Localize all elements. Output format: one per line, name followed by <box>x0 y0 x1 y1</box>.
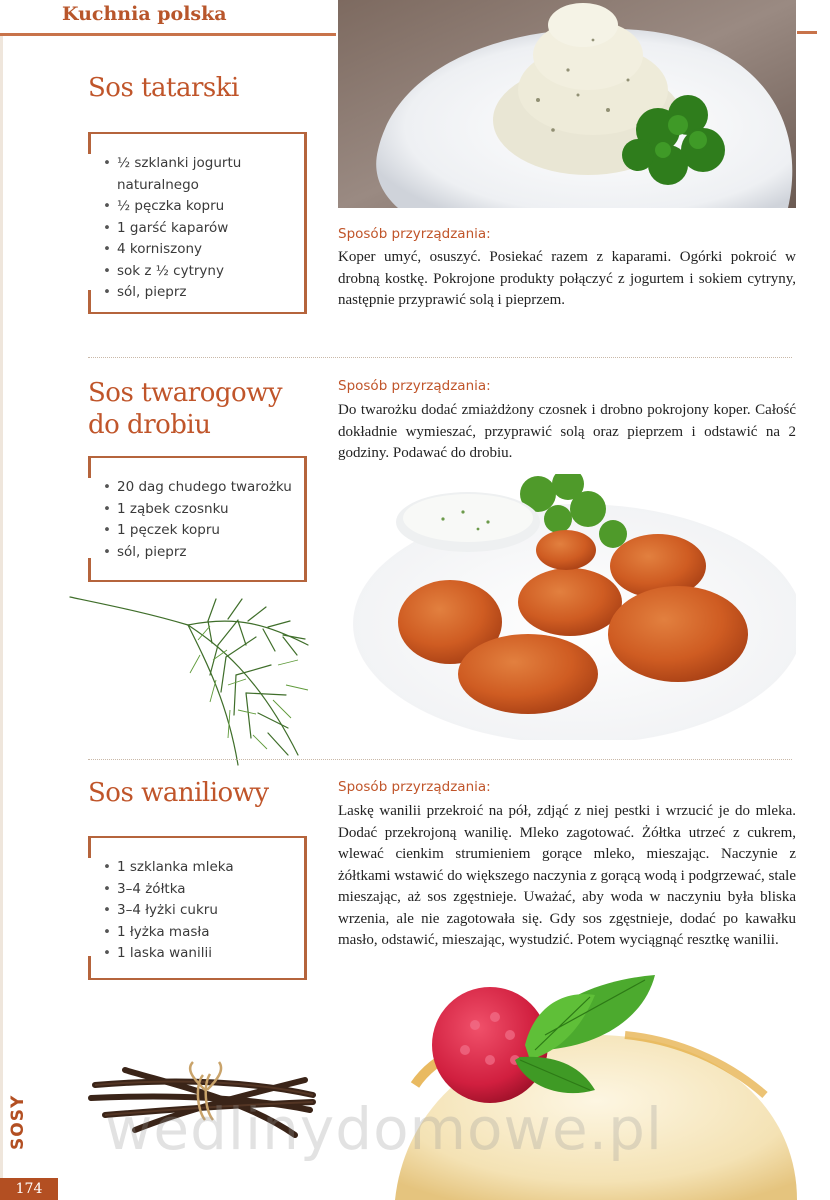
dill-illustration <box>68 585 316 775</box>
recipe-title-vanilla: Sos waniliowy <box>88 778 269 808</box>
list-item: • 1 garść kaparów <box>103 218 278 240</box>
chicken-photo <box>338 474 796 740</box>
watermark: wedlinydomowe.pl <box>105 1095 664 1163</box>
box-tick <box>88 132 91 154</box>
ingredients-list-tartar <box>103 153 278 304</box>
section-divider <box>88 357 792 358</box>
header-rule-right <box>797 31 817 34</box>
list-item: • 1 pęczek kopru <box>103 520 298 542</box>
list-item: • 20 dag chudego twarożku <box>103 477 298 499</box>
box-tick <box>88 290 91 312</box>
recipe-title-tartar: Sos tatarski <box>88 73 239 103</box>
list-item: • 4 korniszony <box>103 239 278 261</box>
list-item: • sól, pieprz <box>103 542 298 564</box>
list-item: • 1 ząbek czosnku <box>103 499 298 521</box>
list-item: • ½ pęczka kopru <box>103 196 278 218</box>
method-label: Sposób przyrządzania: <box>338 779 491 795</box>
tartar-sauce-photo <box>338 0 796 208</box>
section-divider <box>88 759 792 760</box>
box-tick <box>88 558 91 580</box>
method-text: Laskę wanilii przekroić na pół, zdjąć z niej pestki i wrzucić je do mleka. Dodać przekrojoną wanilię. Mleko zagotować. Żółtka utrzeć z cukrem, wlewać cienkim strumieniem gorące mleko, mieszając. Naczynie z żółtkami wstawić do większego naczynia z gorącą wodą i podgrzewać, stale mieszając, aż sos zgęstnieje. Uważać, aby woda w naczyniu była bliska wrzenia, ale nie zagotowała się. Gdy sos zgęstnieje, dodać po kawałku masło, odstawić, mieszając, wystudzić. Potem wyciągnąć resztkę wanilii. <box>338 803 796 948</box>
recipe-title-cottage-cheese <box>88 377 282 441</box>
list-item: • 1 szklanka mleka <box>103 857 278 879</box>
method-label: Sposób przyrządzania: <box>338 378 491 394</box>
box-tick <box>88 836 91 858</box>
ingredients-list-vanilla <box>103 857 278 965</box>
list-item: • ½ szklanki jogurtu naturalnego <box>103 153 278 196</box>
dessert-photo <box>395 965 797 1200</box>
method-label: Sposób przyrządzania: <box>338 226 491 242</box>
method-text: Koper umyć, osuszyć. Posiekać razem z kaparami. Ogórki pokroić w drobną kostkę. Pokrojone produkty połączyć z jogurtem i sokiem cytryny, następnie przyprawić solą i pieprzem. <box>338 249 796 308</box>
section-spine-label: SOSY <box>8 1094 28 1150</box>
list-item: • sól, pieprz <box>103 282 278 304</box>
ingredients-list-cottage-cheese <box>103 477 298 563</box>
list-item: • 1 laska wanilii <box>103 943 278 965</box>
section-header-title: Kuchnia polska <box>62 3 227 25</box>
box-tick <box>88 956 91 978</box>
method-text: Do twarożku dodać zmiażdżony czosnek i drobno pokrojony koper. Całość dokładnie wymieszać, przyprawić solą oraz pieprzem i odstawić na 2 godziny. Podawać do drobiu. <box>338 402 796 461</box>
list-item: • 3–4 łyżki cukru <box>103 900 278 922</box>
recipe-title-line: Sos twarogowy <box>88 378 283 408</box>
header-rule <box>0 33 336 36</box>
spine-band <box>0 36 3 1186</box>
box-tick <box>88 456 91 478</box>
list-item: • sok z ½ cytryny <box>103 261 278 283</box>
recipe-title-line: do drobiu <box>88 410 211 440</box>
page-number: 174 <box>0 1178 58 1200</box>
list-item: • 3–4 żółtka <box>103 879 278 901</box>
list-item: • 1 łyżka masła <box>103 922 278 944</box>
